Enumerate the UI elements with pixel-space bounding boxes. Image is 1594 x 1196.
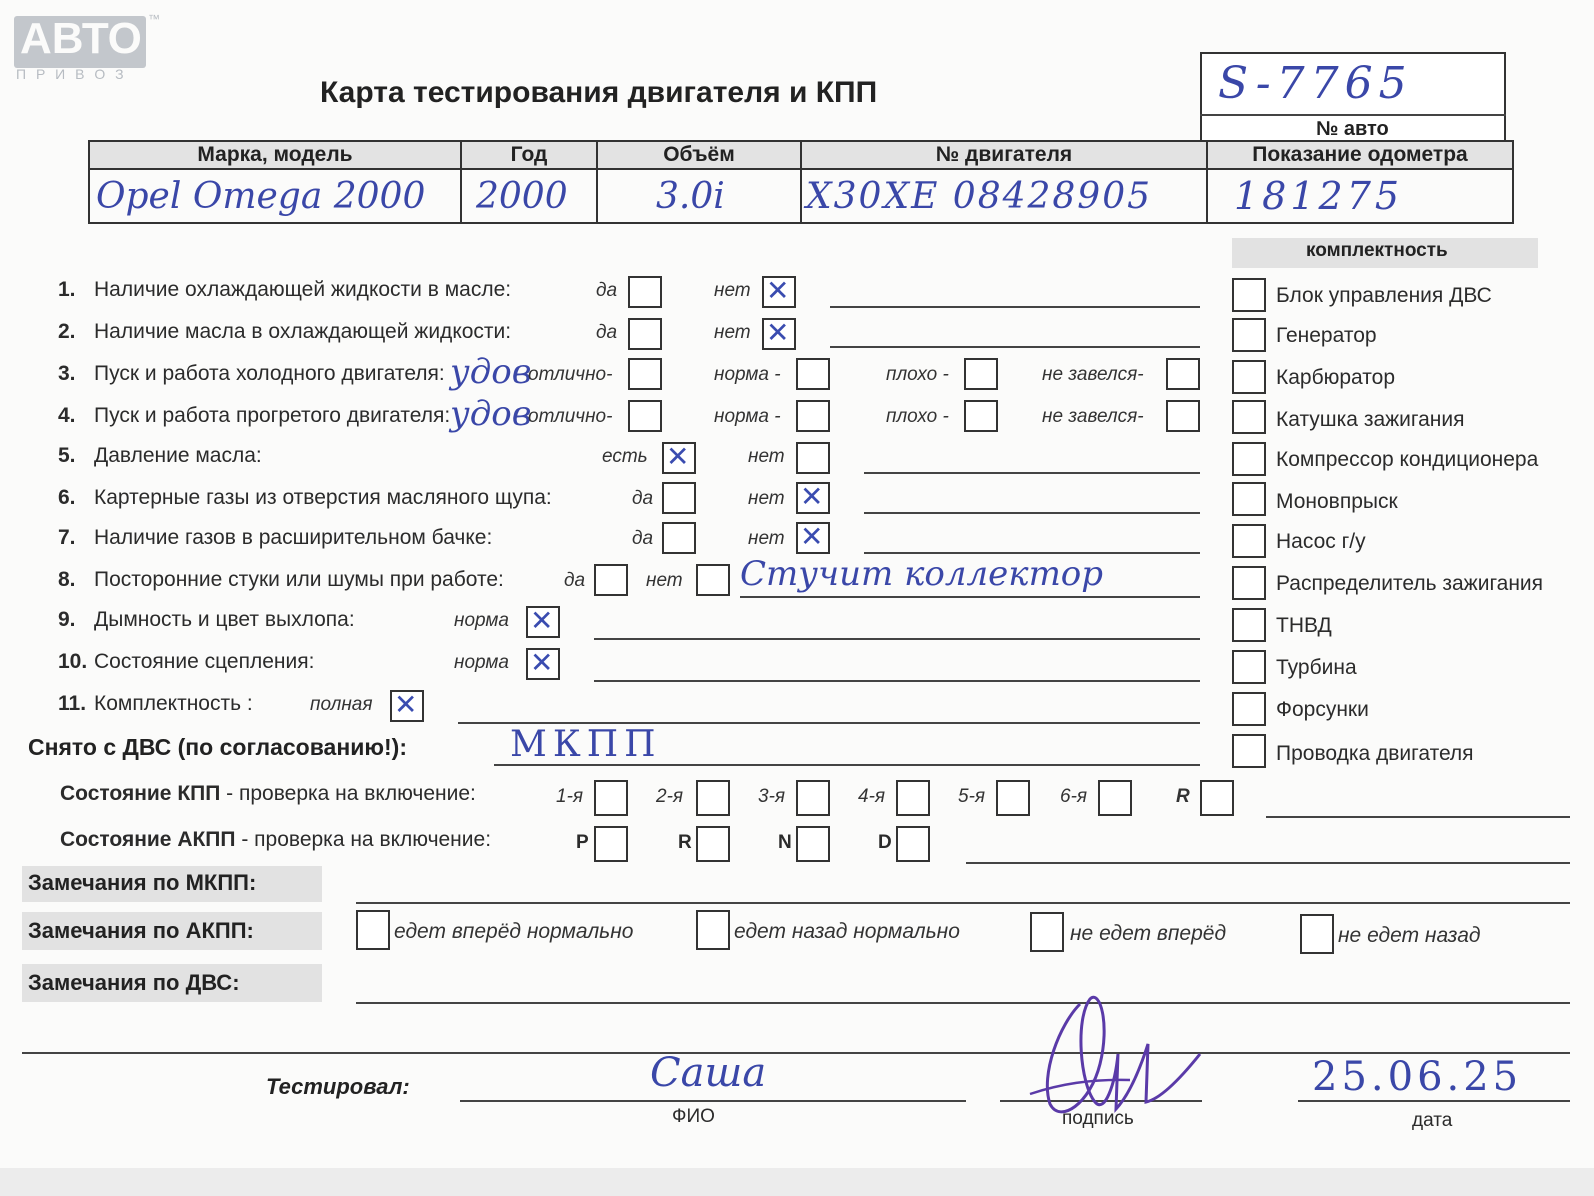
- comp-item-label: Блок управления ДВС: [1276, 284, 1492, 307]
- item-4-opt-excellent: отлично-: [528, 406, 613, 427]
- remarks-dvs-line: [356, 1002, 1570, 1004]
- item-5-number: 5.: [58, 444, 76, 467]
- page-title: Карта тестирования двигателя и КПП: [320, 76, 878, 109]
- kpp-gear-3: 3-я: [758, 786, 786, 807]
- date-value: 25.06.25: [1312, 1054, 1523, 1100]
- check-mark-icon: ✕: [800, 520, 824, 553]
- akpp-no-forward-label: не едет вперёд: [1070, 922, 1227, 945]
- check-mark-icon: ✕: [530, 646, 554, 679]
- item-6-text: Картерные газы из отверстия масляного щупа:: [94, 486, 552, 509]
- cell-brand-model: Opel Omega 2000: [89, 169, 461, 223]
- item-6-yes-checkbox[interactable]: [662, 482, 696, 514]
- check-mark-icon: ✕: [666, 440, 690, 473]
- car-number-label: № авто: [1316, 118, 1389, 140]
- vehicle-info-table: [88, 140, 1514, 224]
- col-year: Год: [461, 141, 597, 169]
- akpp-forward-ok-checkbox[interactable]: [356, 910, 390, 950]
- item-10-line: [594, 680, 1200, 682]
- completeness-title: комплектность: [1306, 240, 1448, 261]
- comp-item-label: Компрессор кондиционера: [1276, 448, 1539, 471]
- removed-label: Снято с ДВС (по согласованию!):: [28, 734, 407, 760]
- item-9-line: [594, 638, 1200, 640]
- col-engine-no: № двигателя: [801, 141, 1207, 169]
- remarks-akpp-label: Замечания по АКПП:: [28, 918, 254, 943]
- item-4-bad-checkbox[interactable]: [964, 400, 998, 432]
- item-3-handwritten: удов: [450, 352, 532, 392]
- akpp-gear-r-checkbox[interactable]: [696, 826, 730, 862]
- item-9-number: 9.: [58, 608, 76, 631]
- item-8-text: Посторонние стуки или шумы при работе:: [94, 568, 504, 591]
- comp-item-label: Генератор: [1276, 324, 1377, 347]
- fio-line: [460, 1100, 966, 1102]
- comp-item-label: Катушка зажигания: [1276, 408, 1465, 431]
- item-9-opt1: норма: [454, 610, 509, 631]
- kpp-gear-1-checkbox[interactable]: [594, 780, 628, 816]
- item-1-opt1: да: [596, 280, 618, 301]
- car-number-divider: [1200, 114, 1506, 116]
- akpp-gear-p: P: [576, 832, 589, 853]
- akpp-back-ok-label: едет назад нормально: [734, 920, 960, 943]
- item-1-text: Наличие охлаждающей жидкости в масле:: [94, 278, 512, 301]
- akpp-gear-r: R: [678, 832, 692, 853]
- comp-item-label: Моновпрыск: [1276, 490, 1398, 513]
- item-4-excellent-checkbox[interactable]: [628, 400, 662, 432]
- item-10-number: 10.: [58, 650, 88, 673]
- kpp-gear-5: 5-я: [958, 786, 986, 807]
- item-4-number: 4.: [58, 404, 76, 427]
- check-mark-icon: ✕: [766, 316, 790, 349]
- kpp-gear-5-checkbox[interactable]: [996, 780, 1030, 816]
- kpp-gear-1: 1-я: [556, 786, 584, 807]
- item-7-text: Наличие газов в расширительном бачке:: [94, 526, 493, 549]
- logo-text: АВТО: [20, 14, 142, 63]
- akpp-back-ok-checkbox[interactable]: [696, 910, 730, 950]
- item-11-opt1: полная: [310, 694, 373, 715]
- item-4-handwritten: удов: [450, 394, 532, 434]
- comp-checkbox[interactable]: [1232, 482, 1266, 516]
- comp-item-label: Турбина: [1276, 656, 1357, 679]
- item-6-number: 6.: [58, 486, 76, 509]
- comp-checkbox[interactable]: [1232, 734, 1266, 768]
- comp-item-label: Форсунки: [1276, 698, 1369, 721]
- tested-by-label: Тестировал:: [266, 1074, 410, 1099]
- remarks-mkpp-label: Замечания по МКПП:: [28, 870, 257, 895]
- item-3-excellent-checkbox[interactable]: [628, 358, 662, 390]
- comp-item-label: Насос г/у: [1276, 530, 1366, 553]
- akpp-no-back-label: не едет назад: [1338, 924, 1481, 947]
- item-2-yes-checkbox[interactable]: [628, 318, 662, 350]
- kpp-gear-2: 2-я: [656, 786, 684, 807]
- item-4-opt-normal: норма -: [714, 406, 781, 427]
- item-5-line: [864, 472, 1200, 474]
- item-3-opt-bad: плохо -: [886, 364, 949, 385]
- car-number-value: S-7765: [1218, 58, 1413, 109]
- item-7-opt1: да: [632, 528, 654, 549]
- item-1-opt2: нет: [714, 280, 751, 301]
- akpp-gear-d-checkbox[interactable]: [896, 826, 930, 862]
- item-5-text: Давление масла:: [94, 444, 262, 467]
- cell-odometer: 181275: [1207, 169, 1513, 223]
- item-5-opt2: нет: [748, 446, 785, 467]
- akpp-label: Состояние АКПП - проверка на включение:: [60, 828, 492, 851]
- akpp-gear-n: N: [778, 832, 792, 853]
- comp-checkbox[interactable]: [1232, 360, 1266, 394]
- col-odometer: Показание одометра: [1207, 141, 1513, 169]
- item-2-line: [830, 346, 1200, 348]
- item-1-yes-checkbox[interactable]: [628, 276, 662, 308]
- item-4-normal-checkbox[interactable]: [796, 400, 830, 432]
- item-8-opt2: нет: [646, 570, 683, 591]
- item-2-opt2: нет: [714, 322, 751, 343]
- kpp-line: [1266, 816, 1570, 818]
- item-7-yes-checkbox[interactable]: [662, 522, 696, 554]
- fio-label: ФИО: [672, 1106, 715, 1127]
- item-3-opt-excellent: отлично-: [528, 364, 613, 385]
- item-4-nostart-checkbox[interactable]: [1166, 400, 1200, 432]
- logo-tm: ™: [148, 12, 160, 26]
- kpp-gear-2-checkbox[interactable]: [696, 780, 730, 816]
- item-2-opt1: да: [596, 322, 618, 343]
- comp-item-label: Карбюратор: [1276, 366, 1396, 389]
- comp-item-label: ТНВД: [1276, 614, 1332, 637]
- akpp-no-forward-checkbox[interactable]: [1030, 912, 1064, 952]
- item-11-text: Комплектность :: [94, 692, 253, 715]
- date-label: дата: [1412, 1110, 1453, 1131]
- akpp-gear-d: D: [878, 832, 892, 853]
- item-3-bad-checkbox[interactable]: [964, 358, 998, 390]
- cell-year: 2000: [461, 169, 597, 223]
- akpp-line: [966, 862, 1570, 864]
- item-3-number: 3.: [58, 362, 76, 385]
- item-4-text: Пуск и работа прогретого двигателя:: [94, 404, 451, 427]
- check-mark-icon: ✕: [530, 604, 554, 637]
- cell-volume: 3.0i: [597, 169, 801, 223]
- akpp-no-back-checkbox[interactable]: [1300, 914, 1334, 954]
- item-2-text: Наличие масла в охлаждающей жидкости:: [94, 320, 512, 343]
- item-11-number: 11.: [58, 692, 87, 715]
- item-8-number: 8.: [58, 568, 76, 591]
- item-3-opt-normal: норма -: [714, 364, 781, 385]
- item-3-text: Пуск и работа холодного двигателя:: [94, 362, 445, 385]
- item-8-yes-checkbox[interactable]: [594, 564, 628, 596]
- remarks-mkpp-line: [356, 902, 1570, 904]
- item-10-opt1: норма: [454, 652, 509, 673]
- cell-engine-no: X30XE 08428905: [801, 169, 1207, 223]
- kpp-gear-r: R: [1176, 786, 1190, 807]
- item-2-number: 2.: [58, 320, 76, 343]
- removed-line: [494, 764, 1200, 766]
- item-5-opt1: есть: [602, 446, 648, 467]
- item-3-opt-nostart: не завелся-: [1042, 364, 1144, 385]
- tester-name: Саша: [650, 1050, 767, 1096]
- comp-checkbox[interactable]: [1232, 608, 1266, 642]
- item-8-line: [740, 596, 1200, 598]
- comp-item-label: Проводка двигателя: [1276, 742, 1474, 765]
- item-6-opt1: да: [632, 488, 654, 509]
- removed-value: МКПП: [510, 724, 662, 765]
- akpp-gear-n-checkbox[interactable]: [796, 826, 830, 862]
- item-3-normal-checkbox[interactable]: [796, 358, 830, 390]
- kpp-gear-4: 4-я: [858, 786, 886, 807]
- date-line: [1298, 1100, 1570, 1102]
- comp-checkbox[interactable]: [1232, 442, 1266, 476]
- comp-item-label: Распределитель зажигания: [1276, 572, 1544, 595]
- item-9-text: Дымность и цвет выхлопа:: [94, 608, 355, 631]
- item-4-opt-nostart: не завелся-: [1042, 406, 1144, 427]
- item-1-line: [830, 306, 1200, 308]
- item-10-text: Состояние сцепления:: [94, 650, 315, 673]
- item-1-number: 1.: [58, 278, 76, 301]
- check-mark-icon: ✕: [766, 274, 790, 307]
- comp-checkbox[interactable]: [1232, 692, 1266, 726]
- akpp-gear-p-checkbox[interactable]: [594, 826, 628, 862]
- remarks-dvs-label: Замечания по ДВС:: [28, 970, 240, 995]
- kpp-gear-r-checkbox[interactable]: [1200, 780, 1234, 816]
- check-mark-icon: ✕: [800, 480, 824, 513]
- item-7-opt2: нет: [748, 528, 785, 549]
- check-mark-icon: ✕: [394, 688, 418, 721]
- item-5-no-checkbox[interactable]: [796, 442, 830, 474]
- col-volume: Объём: [597, 141, 801, 169]
- col-brand-model: Марка, модель: [89, 141, 461, 169]
- comp-checkbox[interactable]: [1232, 524, 1266, 558]
- item-3-nostart-checkbox[interactable]: [1166, 358, 1200, 390]
- comp-checkbox[interactable]: [1232, 278, 1266, 312]
- comp-checkbox[interactable]: [1232, 400, 1266, 434]
- logo-sub: П Р И В О З: [16, 66, 127, 82]
- item-4-opt-bad: плохо -: [886, 406, 949, 427]
- kpp-label: Состояние КПП - проверка на включение:: [60, 782, 476, 805]
- comp-checkbox[interactable]: [1232, 650, 1266, 684]
- item-8-no-checkbox[interactable]: [696, 564, 730, 596]
- akpp-forward-ok-label: едет вперёд нормально: [394, 920, 634, 943]
- item-6-line: [864, 512, 1200, 514]
- kpp-gear-6: 6-я: [1060, 786, 1088, 807]
- signature-label: подпись: [1062, 1108, 1134, 1129]
- item-7-number: 7.: [58, 526, 76, 549]
- item-8-opt1: да: [564, 570, 586, 591]
- comp-checkbox[interactable]: [1232, 318, 1266, 352]
- kpp-gear-6-checkbox[interactable]: [1098, 780, 1132, 816]
- kpp-gear-4-checkbox[interactable]: [896, 780, 930, 816]
- kpp-gear-3-checkbox[interactable]: [796, 780, 830, 816]
- comp-checkbox[interactable]: [1232, 566, 1266, 600]
- item-8-note: Стучит коллектор: [740, 554, 1104, 594]
- item-6-opt2: нет: [748, 488, 785, 509]
